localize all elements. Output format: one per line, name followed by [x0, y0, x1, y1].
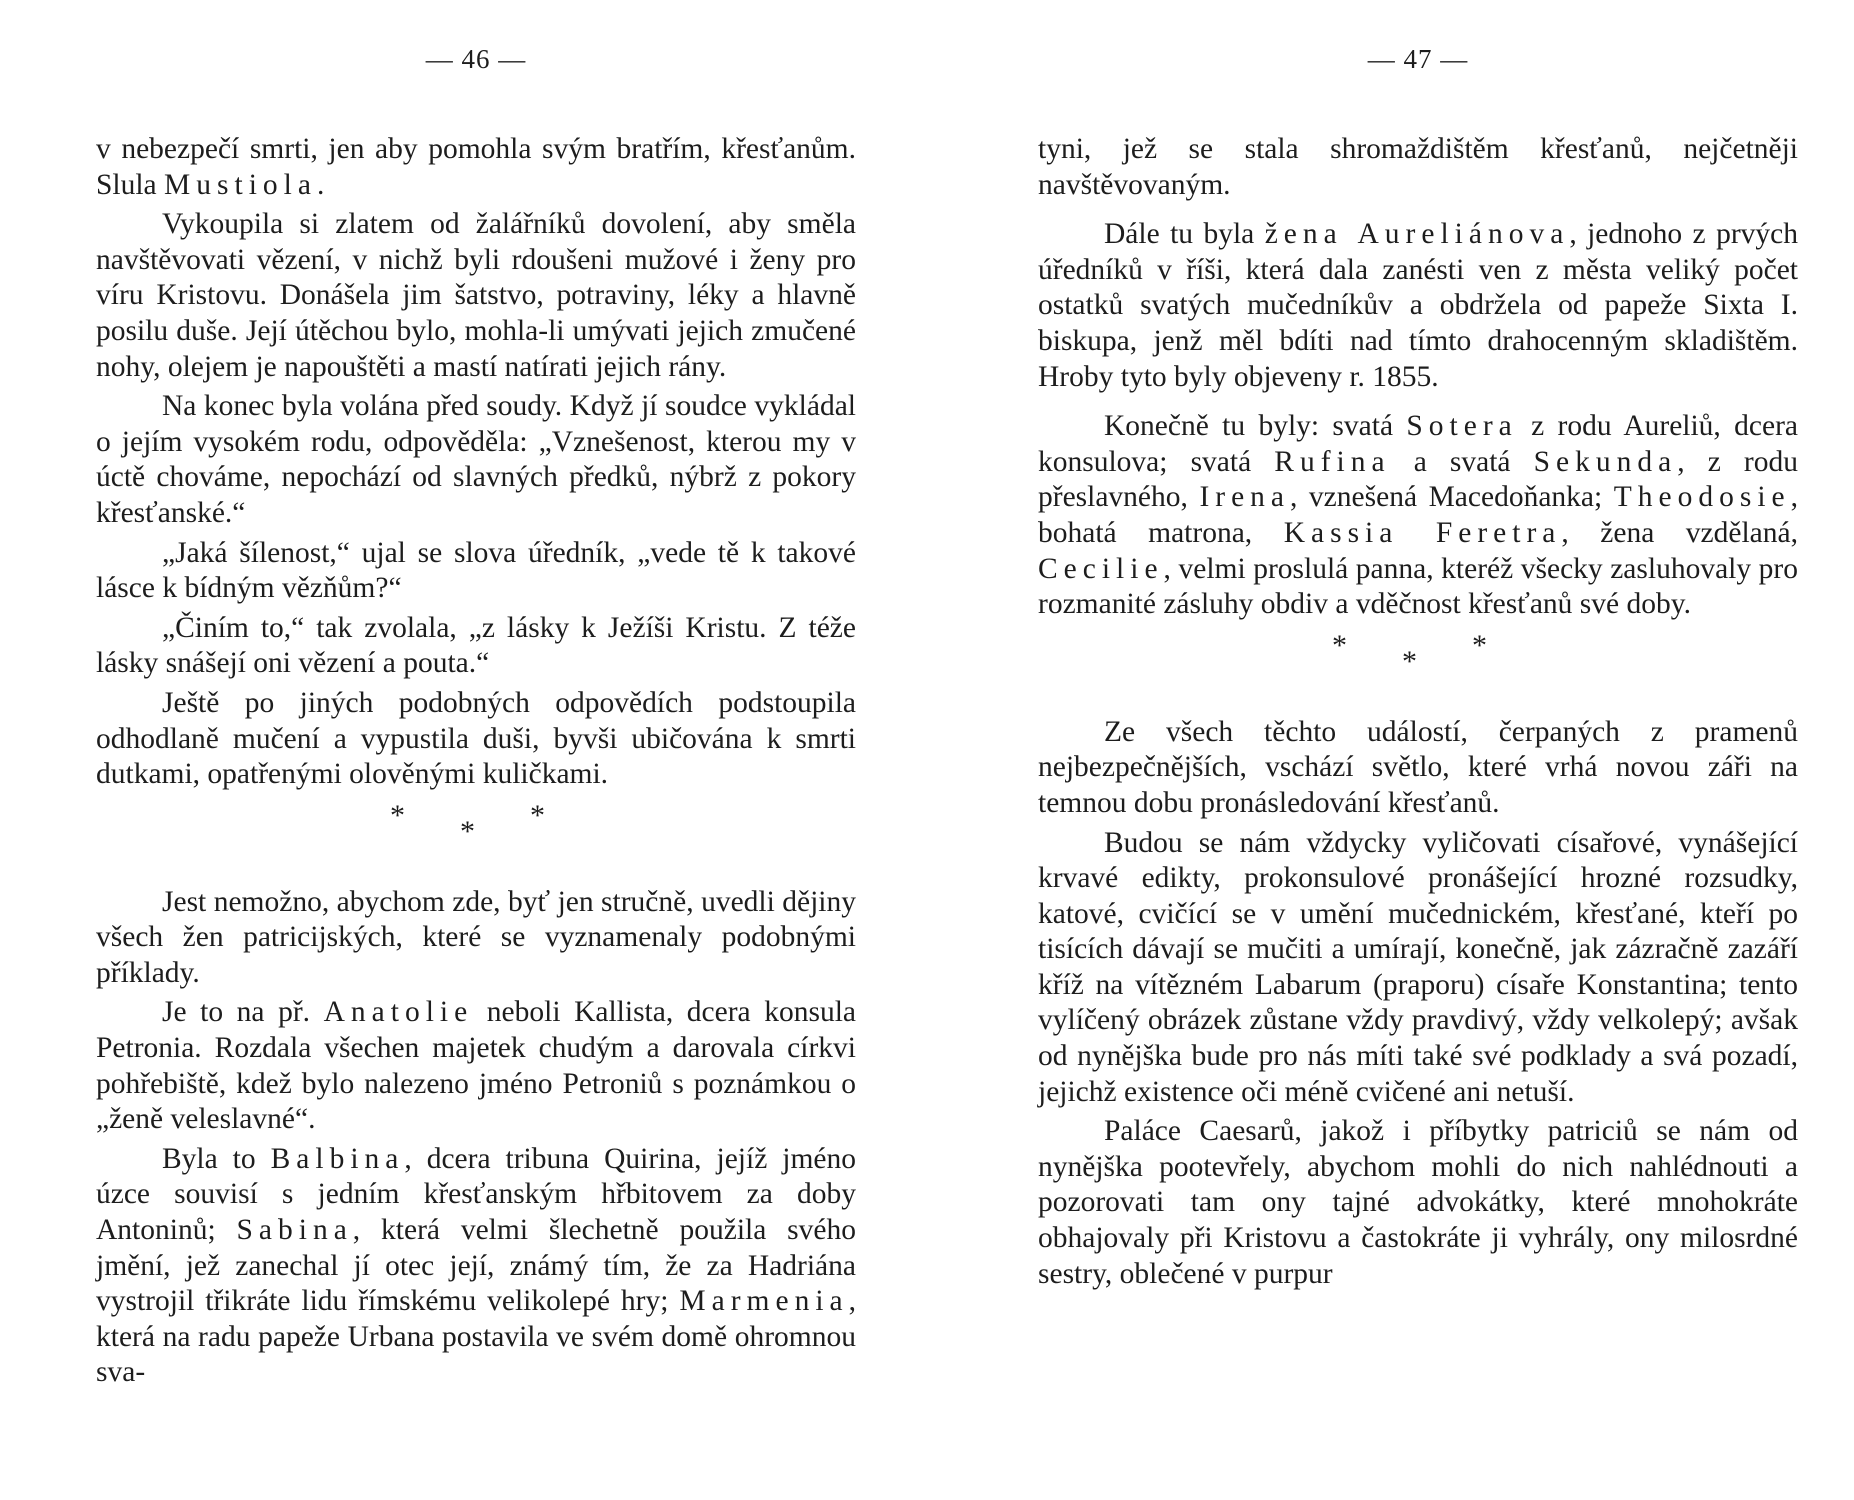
paragraph: Konečně tu byly: svatá Sotera z rodu Aureliů, dcera konsulova; svatá Rufina a svatá Sekunda, z rodu přeslavného, Irena, vznešená Macedoňanka; Theodosie, bohatá matrona, Kassia Feretra, žena vzdělaná, Cecilie, velmi proslulá panna, kteréž všecky zasluhovaly pro rozmanité zásluhy obdiv a vděčnost křesťanů své doby. — [1038, 410, 1799, 621]
right-page — [1038, 0, 1798, 1500]
page-number-left: — 46 — — [425, 44, 527, 74]
page-number-right: — 47 — — [1367, 44, 1469, 74]
name-marmenia: Marmenia — [679, 1285, 849, 1318]
left-page-text — [96, 132, 856, 1391]
name-sabina: Sabina — [236, 1214, 353, 1247]
paragraph: Ještě po jiných podobných odpovědích podstoupila odhodlaně mučení a vypustila duši, byvši ubičována k smrti dutkami, opatřenými olověnými kuličkami. — [96, 686, 856, 791]
paragraph: Je to na př. Anatolie neboli Kallista, dcera konsula Petronia. Rozdala všechen majetek chudým a darovala církvi pohřebiště, kdež bylo nalezeno jméno Petroniů s poznámkou o „ženě veleslavné“. — [96, 996, 856, 1136]
asterisk: * — [390, 798, 405, 832]
name-theodosie: Theodosie — [1613, 481, 1791, 514]
right-page-text — [1038, 132, 1798, 1292]
name-mustiola: Mustiola — [164, 168, 317, 201]
asterisk: * — [530, 798, 545, 832]
paragraph: Dále tu byla žena Aureliánova, jednoho z prvých úředníků v říši, která dala zanésti ven z města veliký počet ostatků svatých mučedníkův a obdržela od papeže Sixta I. biskupa, jenž měl bdíti nad tímto drahocenným skladištěm. Hroby tyto byly objeveny r. 1855. — [1038, 218, 1798, 393]
asterisk: * — [1402, 644, 1417, 678]
paragraph: „Jaká šílenost,“ ujal se slova úředník, „vede tě k takové lásce k bídným vězňům?“ — [96, 536, 856, 605]
name-balbina: Balbina — [270, 1142, 405, 1175]
paragraph: Vykoupila si zlatem od žalářníků dovolení, aby směla navštěvovati vězení, v nichž byli rdoušeni mužové i ženy pro víru Kristovu. Donášela jim šatstvo, potraviny, léky a hlavně posilu duše. Její útěchou bylo, mohla-li umývati jejich zmučené nohy, olejem je napouštěti a mastí natírati jejich rány. — [96, 208, 856, 383]
paragraph: v nebezpečí smrti, jen aby pomohla svým bratřím, křesťanům. Slula Mustiola. — [96, 133, 856, 201]
asterisk: * — [460, 814, 475, 848]
name-sotera: Sotera — [1406, 410, 1518, 443]
name-cecilie: Cecilie — [1038, 552, 1164, 585]
asterisk: * — [1472, 628, 1487, 662]
paragraph: Byla to Balbina, dcera tribuna Quirina, jejíž jméno úzce souvisí s jedním křesťanským hřbitovem za doby Antoninů; Sabina, která velmi šlechetně použila svého jmění, jež zanechal jí otec její, známý tím, že za Hadriána vystrojil třikráte lidu římskému velikolepé hry; Marmenia, která na radu papeže Urbana postavila ve svém domě ohromnou sva- — [96, 1142, 856, 1389]
name-kassia-feretra: Kassia Feretra — [1283, 516, 1562, 549]
name-sekunda: Sekunda — [1533, 445, 1678, 478]
name-zena-aurelianova: žena Aureliánova — [1264, 218, 1570, 251]
section-separator — [1038, 627, 1798, 705]
paragraph: tyni, jež se stala shromaždištěm křesťanů, nejčetněji navštěvovaným. — [1038, 133, 1798, 201]
paragraph: Jest nemožno, abychom zde, byť jen stručně, uvedli dějiny všech žen patricijských, které se vyznamenaly podobnými příklady. — [96, 885, 856, 989]
paragraph: Ze všech těchto událostí, čerpaných z pramenů nejbezpečnějších, vschází světlo, které vrhá novou záři na temnou dobu pronásledování křesťanů. — [1038, 715, 1798, 819]
name-irena: Irena — [1199, 481, 1291, 514]
asterisk: * — [1332, 628, 1347, 662]
paragraph: „Činím to,“ tak zvolala, „z lásky k Ježíši Kristu. Z téže lásky snášejí oni vězení a pouta.“ — [96, 611, 856, 680]
left-page — [96, 0, 856, 1500]
paragraph: Na konec byla volána před soudy. Když jí soudce vykládal o jejím vysokém rodu, odpověděla: „Vznešenost, kterou my v úctě chováme, nepochází od slavných předků, nýbrž z pokory křesťanské.“ — [96, 390, 856, 529]
paragraph: Budou se nám vždycky vyličovati císařové, vynášející krvavé edikty, prokonsulové pronášející hrozné rozsudky, katové, cvičící se v umění mučednickém, křesťané, kteří po tisících dávají se mučiti a umírají, konečně, jak zázračně zazáří kříž na vítězném Labarum (praporu) císaře Konstantina; tento vylíčený obrázek zůstane vždy pravdivý, vždy velkolepý; avšak od nynějška bude pro nás míti také své podklady a svá pozadí, jejichž existence oči méně cvičené ani netuší. — [1038, 826, 1798, 1108]
section-separator — [96, 797, 856, 875]
name-anatolie: Anatolie — [323, 996, 474, 1029]
paragraph: Paláce Caesarů, jakož i příbytky patriciů se nám od nynějška pootevřely, abychom mohli do nich nahlédnouti a pozorovati tam ony tajné advokátky, které mnohokráte obhajovaly při Kristovu a častokráte ji vyhrály, ony milosrdné sestry, oblečené v purpur — [1038, 1115, 1798, 1290]
name-rufina: Rufina — [1274, 445, 1391, 478]
